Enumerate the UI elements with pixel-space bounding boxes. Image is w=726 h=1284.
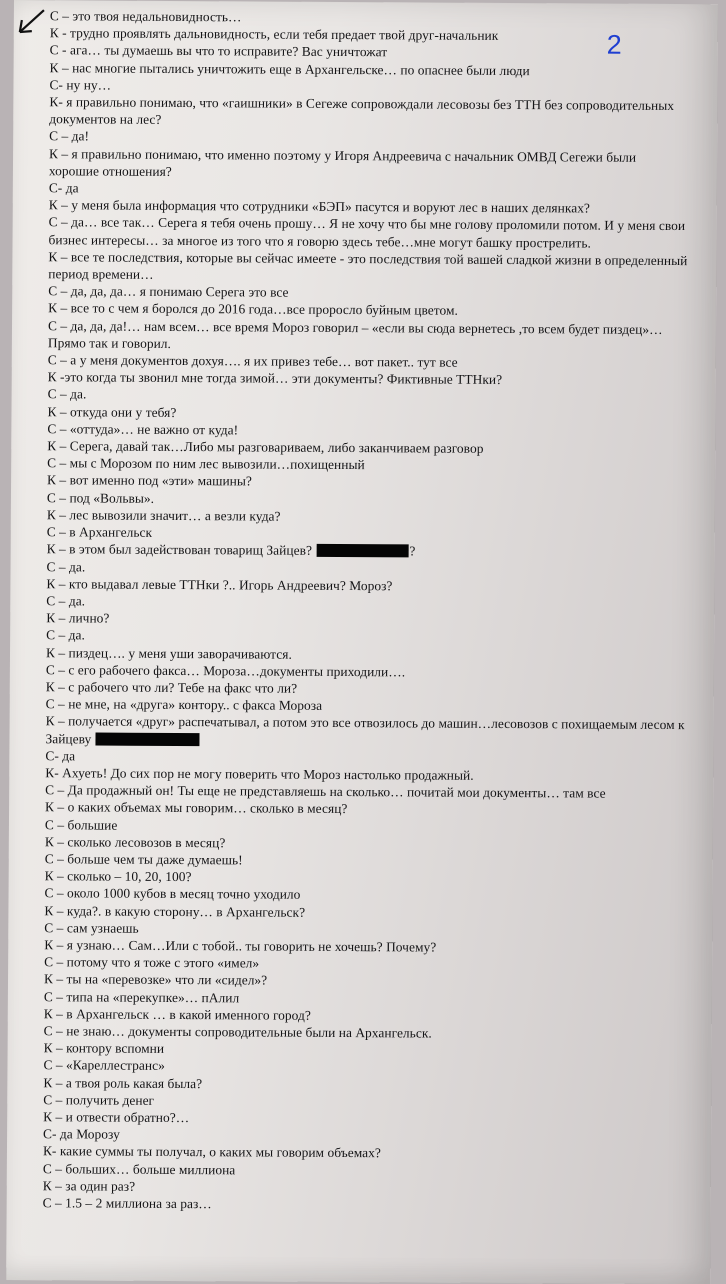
transcript-line-text: К – все то с чем я боролся до 2016 года…все проросло буйным цветом. xyxy=(48,300,458,319)
transcript-line-text: К – о каких объемах мы говорим… сколько в месяц? xyxy=(45,799,348,817)
transcript-line-text: К – все те последствия, которые вы сейчас имеете - это последствия той вашей сладкой жизни в определенный период времени… xyxy=(48,249,691,282)
redaction-bar xyxy=(316,544,408,558)
transcript-line xyxy=(48,214,688,252)
transcript-line-text: К – куда?. в какую сторону… в Архангельск? xyxy=(44,902,306,920)
transcript-line-text: С – около 1000 кубов в месяц точно уходило xyxy=(44,885,301,903)
transcript-line-text: С – в Архангельск xyxy=(46,524,153,540)
transcript-line-text: К – кто выдавал левые ТТНки ?.. Игорь Андреевич? Мороз? xyxy=(46,575,393,594)
transcript-line-text: С – больших… больше миллиона xyxy=(42,1160,236,1177)
transcript-line-text: С – типа на «перекупке»… пАлил xyxy=(43,988,240,1005)
transcript-line-text: К – сколько – 10, 20, 100? xyxy=(44,868,192,885)
transcript-line-text: С – большие xyxy=(44,816,118,833)
transcript-line-text: К- я правильно понимаю, что «гаишники» в Сегеже сопровождали лесовозы без ТТН без сопроводительных документов на лес? xyxy=(49,94,678,128)
transcript-line-text: С – «Кареллестранс» xyxy=(43,1057,165,1074)
transcript-line-text: К- Ахуеть! До сих пор не могу поверить что Мороз настолько продажный. xyxy=(45,765,474,783)
transcript-line-text: С – да! xyxy=(49,128,90,144)
transcript-line-text: К – пиздец…. у меня уши заворачиваются. xyxy=(45,644,292,662)
transcript-line-text: К – я узнаю… Сам…Или с тобой.. ты говорить не хочешь? Почему? xyxy=(44,937,437,955)
pen-mark-icon xyxy=(14,6,48,40)
transcript-line-text: К – контору вспомни xyxy=(43,1040,165,1057)
transcript-line-text: С – мы с Морозом по ним лес вывозили…похищенный xyxy=(47,455,365,473)
transcript-line-text: С – не знаю… документы сопроводительные были на Архангельск. xyxy=(43,1023,432,1041)
transcript-line-text: С – потому что я тоже с этого «имел» xyxy=(44,954,260,971)
transcript-line-text: С – это твоя недальновидность… xyxy=(49,8,242,25)
transcript-line-text: С – да. xyxy=(46,558,86,574)
transcript-line-text: С – Да продажный он! Ты еще не представляешь на сколько… почитай мои документы… там все xyxy=(45,782,606,801)
transcript-line-text: С – не мне, на «друга» контору.. с факса Мороза xyxy=(45,696,323,714)
transcript-line-text: С- да xyxy=(48,180,79,196)
transcript-line-text: С – больше чем ты даже думаешь! xyxy=(44,851,243,868)
transcript-line-text: С – да. xyxy=(46,627,85,643)
transcript-line-text: К -это когда ты звонил мне тогда зимой… эти документы? Фиктивные ТТНки? xyxy=(47,369,503,388)
transcript-line-text: К – лично? xyxy=(46,610,110,626)
transcript-line-text: К – получается «друг» распечатывал, а потом это все отвозилось до машин…лесовозов с похищаемым лесом к Зайцеву xyxy=(45,713,689,747)
transcript-line-text: К- какие суммы ты получал, о каких мы говорим объемах? xyxy=(42,1143,381,1161)
transcript-line-text: С- ну ну… xyxy=(49,77,112,93)
document-page xyxy=(6,0,718,1284)
transcript-line-text: С- да Морозу xyxy=(43,1126,120,1142)
transcript-line-text: К – ты на «перевозке» что ли «сидел»? xyxy=(43,971,268,988)
redaction-bar xyxy=(96,732,200,746)
transcript-line-text: С – сам узнаешь xyxy=(44,919,139,936)
transcript-line-text: С - ага… ты думаешь вы что то исправите? Вас уничтожат xyxy=(49,42,388,60)
transcript-line-text: К – Серега, давай так…Либо мы разговариваем, либо заканчиваем разговор xyxy=(47,438,484,456)
transcript-line-text: К – я правильно понимаю, что именно поэтому у Игоря Андреевича с начальник ОМВД Сегежи были хорошие отношения? xyxy=(48,145,640,179)
transcript-line-text: С – 1.5 – 2 миллиона за раз… xyxy=(42,1195,212,1212)
transcript-line-text: К – сколько лесовозов в месяц? xyxy=(44,833,226,851)
transcript-line xyxy=(49,93,689,131)
transcript-line-text: К – с рабочего что ли? Тебе на факс что ли? xyxy=(45,679,298,696)
transcript-line-text: К – в этом был задействован товарищ Зайцев? xyxy=(46,541,316,559)
transcript-line-text: С – получить денег xyxy=(43,1091,155,1108)
transcript-line-text: К – а твоя роль какая была? xyxy=(43,1074,203,1091)
page-number: 2 xyxy=(606,29,622,60)
transcript-line xyxy=(49,145,689,183)
transcript-line-text: С – да, да, да!… нам всем… все время Мороз говорил – «если вы сюда вернетесь ,то всем будет пиздец»… Прямо так и говорил. xyxy=(47,317,667,351)
transcript-line-text: К – откуда они у тебя? xyxy=(47,403,177,420)
transcript-body xyxy=(43,7,690,1215)
transcript-line xyxy=(43,1194,683,1215)
transcript-line-text: С – да… все так… Серега я тебя очень прошу… Я не хочу что бы мне голову проломили потом. И у меня свои бизнес интересы… за многое из того что я говорю здесь тебе…мне могут башку прострелить. xyxy=(48,214,689,251)
transcript-line-text: К – вот именно под «эти» машины? xyxy=(47,472,252,489)
transcript-line-text: С – под «Вольвы». xyxy=(46,489,155,506)
transcript-line-text: С – да. xyxy=(47,386,87,402)
transcript-line-text: К – за один раз? xyxy=(42,1178,136,1194)
transcript-line-text: К – лес вывозили значит… а везли куда? xyxy=(46,507,281,524)
transcript-line-text: С – с его рабочего факса… Мороза…документы приходили…. xyxy=(45,661,406,680)
transcript-line-text: К – и отвести обратно?… xyxy=(43,1109,190,1126)
transcript-line-text: С- да xyxy=(45,747,76,764)
transcript-line-text: К – у меня была информация что сотрудники «БЭП» пасутся и воруют лес в наших делянках? xyxy=(48,197,591,216)
transcript-line xyxy=(48,248,691,286)
transcript-line-suffix: ? xyxy=(409,543,416,559)
transcript-line-text: К – нас многие пытались уничтожить еще в Архангельске… по опаснее были люди xyxy=(49,59,530,78)
transcript-line-text: С – да, да, да… я понимаю Серега это все xyxy=(48,283,289,300)
transcript-line-text: К - трудно проявлять дальновидность, если тебя предает твой друг-начальник xyxy=(49,25,499,44)
transcript-line-text: С – «оттуда»… не важно от куда! xyxy=(47,421,239,438)
transcript-line xyxy=(48,317,688,355)
transcript-line-text: С – да. xyxy=(46,593,86,609)
transcript-line-text: К – в Архангельск … в какой именного город? xyxy=(43,1005,311,1023)
transcript-line xyxy=(45,713,689,751)
transcript-line-text: С – а у меня документов дохуя…. я их привез тебе… вот пакет.. тут все xyxy=(47,352,458,370)
